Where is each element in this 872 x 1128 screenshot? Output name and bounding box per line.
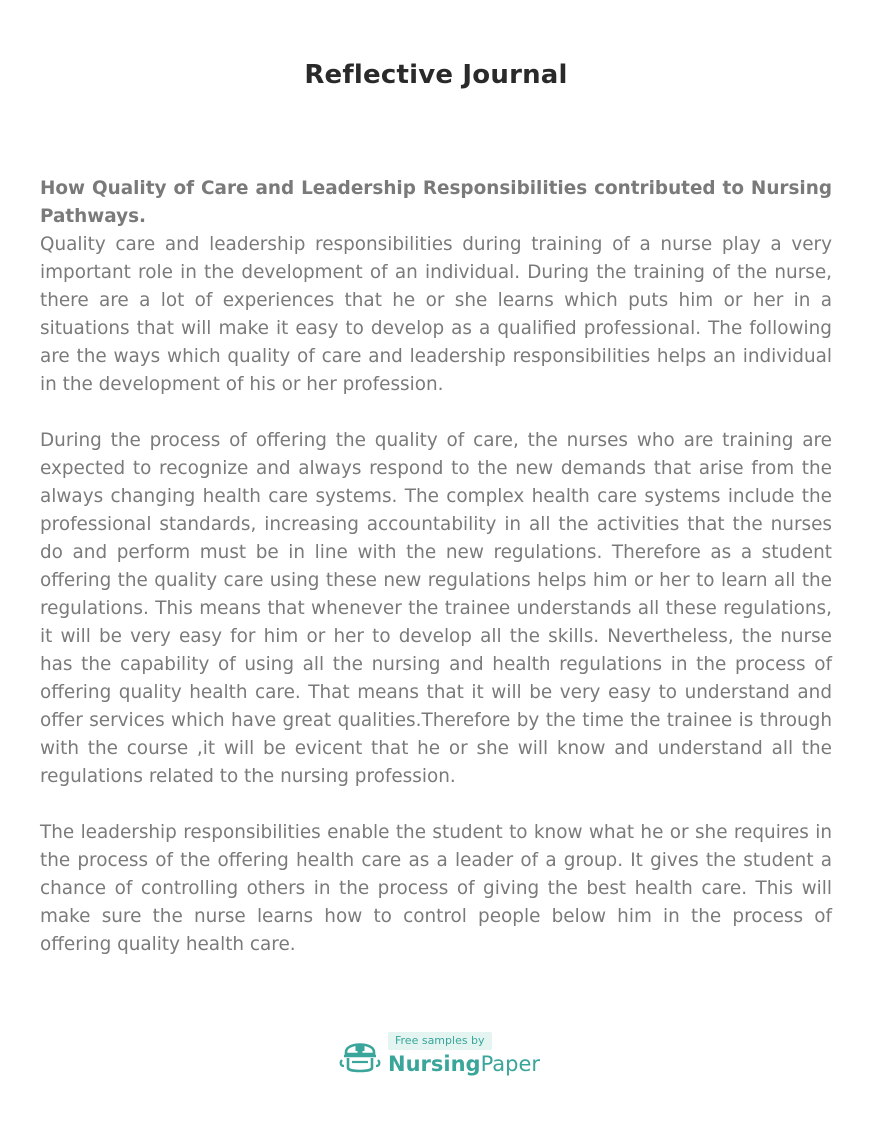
paragraph-1: Quality care and leadership responsibilities during training of a nurse play a very important role in the development of an individual. During the training of the nurse, there are a lot of experiences that he or she learns which puts him or her in a situations that will make it easy to develop as a qualified professional. The following are the ways which quality of care and leadership responsibilities helps an individual in the development of his or her profession. xyxy=(40,234,832,395)
logo-wordmark xyxy=(388,1050,540,1078)
paragraph-spacer xyxy=(40,399,832,427)
paragraph-2: During the process of offering the quality of care, the nurses who are training are expected to recognize and always respond to the new demands that arise from the always changing health care systems. The complex health care systems include the professional standards, increasing accountability in all the activities that the nurses do and perform must be in line with the new regulations. Therefore as a student offering the quality care using these new regulations helps him or her to learn all the regulations. This means that whenever the trainee understands all these regulations, it will be very easy for him or her to develop all the skills. Nevertheless, the nurse has the capability of using all the nursing and health regulations in the process of offering quality health care. That means that it will be very easy to understand and offer services which have great qualities.Therefore by the time the trainee is through with the course ,it will be evicent that he or she will know and understand all the regulations related to the nursing profession. xyxy=(40,430,832,787)
page-title: Reflective Journal xyxy=(304,60,568,90)
section-heading: How Quality of Care and Leadership Responsibilities contributed to Nursing Pathways. xyxy=(40,178,832,227)
logo-word-light: Paper xyxy=(480,1052,541,1076)
nursing-paper-logo xyxy=(338,1030,541,1080)
logo-badge: Free samples by xyxy=(388,1032,492,1050)
nurse-cap-icon xyxy=(338,1032,382,1076)
paragraph-3: The leadership responsibilities enable the student to know what he or she requires in the process of the offering health care as a leader of a group. It gives the student a chance of controlling others in the process of giving the best health care. This will make sure the nurse learns how to control people below him in the process of offering quality health care. xyxy=(40,822,832,955)
paragraph-spacer xyxy=(40,791,832,819)
logo-word-strong: Nursing xyxy=(388,1052,481,1076)
document-body xyxy=(40,175,832,959)
